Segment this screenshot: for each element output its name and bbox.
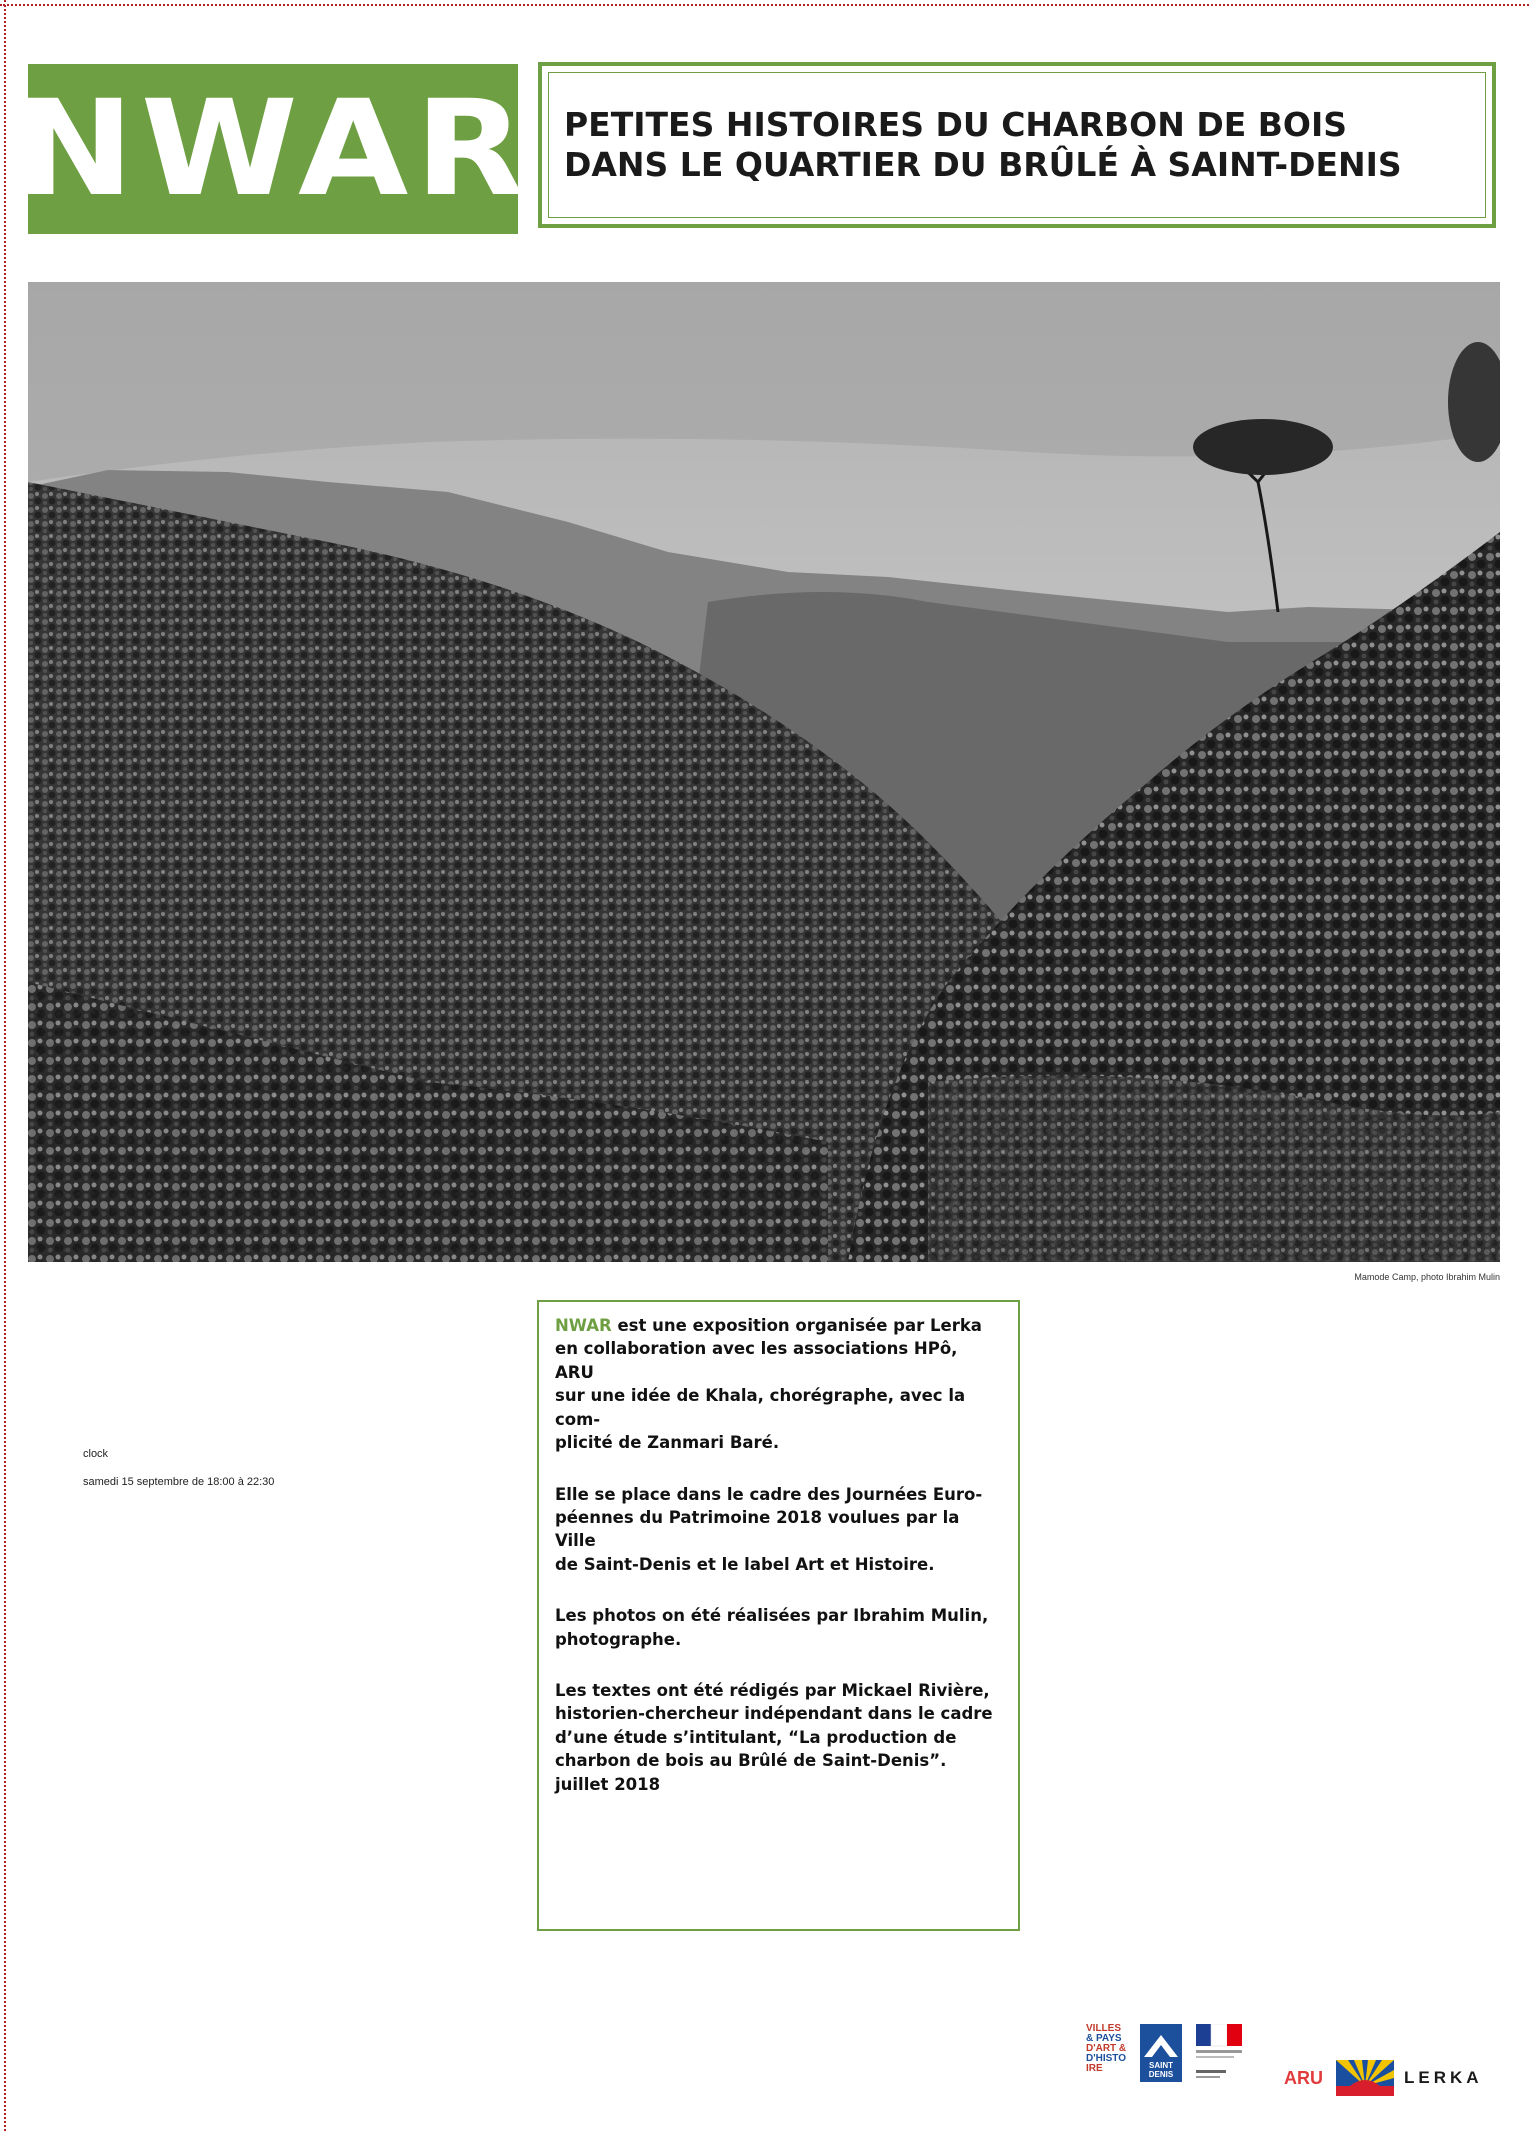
reunion-flag-icon — [1336, 2060, 1394, 2096]
title-line-2: DANS LE QUARTIER DU BRÛLÉ À SAINT-DENIS — [564, 145, 1402, 184]
title-box — [538, 62, 1496, 228]
event-info — [83, 1448, 274, 1504]
paragraph-2: Elle se place dans le cadre des Journées Euro- péennes du Patrimoine 2018 voulues par la Ville de Saint-Denis et le label Art et Histoire. — [555, 1484, 983, 1574]
sponsor-logos — [1086, 2024, 1500, 2104]
aru-logo: ARU — [1284, 2068, 1323, 2088]
nwar-logo — [14, 64, 532, 234]
photo-illustration — [28, 282, 1500, 1262]
republique-francaise-logo — [1196, 2024, 1242, 2084]
description-box — [537, 1300, 1020, 1931]
lerka-logo: LERKA — [1404, 2068, 1483, 2087]
saint-denis-logo: SAINT DENIS — [1140, 2024, 1182, 2082]
landscape-photo — [28, 282, 1500, 1262]
brand-highlight: NWAR — [555, 1316, 612, 1335]
paragraph-1-text: est une exposition organisée par Lerka en collaboration avec les associations HPô, ARU sur une idée de Khala, chorégraphe, avec la com- plicité de Zanmari Baré. — [555, 1316, 982, 1453]
paragraph-3: Les photos on été réalisées par Ibrahim Mulin, photographe. — [555, 1606, 989, 1649]
photo-caption: Mamode Camp, photo Ibrahim Mulin — [1354, 1272, 1500, 1282]
title-line-1: PETITES HISTOIRES DU CHARBON DE BOIS — [564, 105, 1347, 145]
saint-denis-emblem-icon — [1140, 2031, 1182, 2061]
villes-pays-art-histoire-logo: VILLES & PAYS D'ART & D'HISTO IRE — [1086, 2023, 1127, 2074]
french-flag-icon — [1196, 2024, 1242, 2084]
paragraph-1 — [555, 1314, 1002, 1455]
page-border-left — [4, 0, 6, 2131]
clock-label: clock — [83, 1448, 109, 1460]
page-border-top — [0, 4, 1529, 6]
logo-text: NWAR — [14, 72, 532, 226]
paragraph-4: Les textes ont été rédigés par Mickael Rivière, historien-chercheur indépendant dans le cadre d’une étude s’intitulant, “La production de charbon de bois au Brûlé de Saint-Denis”. juillet 2018 — [555, 1681, 993, 1794]
event-datetime: samedi 15 septembre de 18:00 à 22:30 — [83, 1476, 275, 1488]
